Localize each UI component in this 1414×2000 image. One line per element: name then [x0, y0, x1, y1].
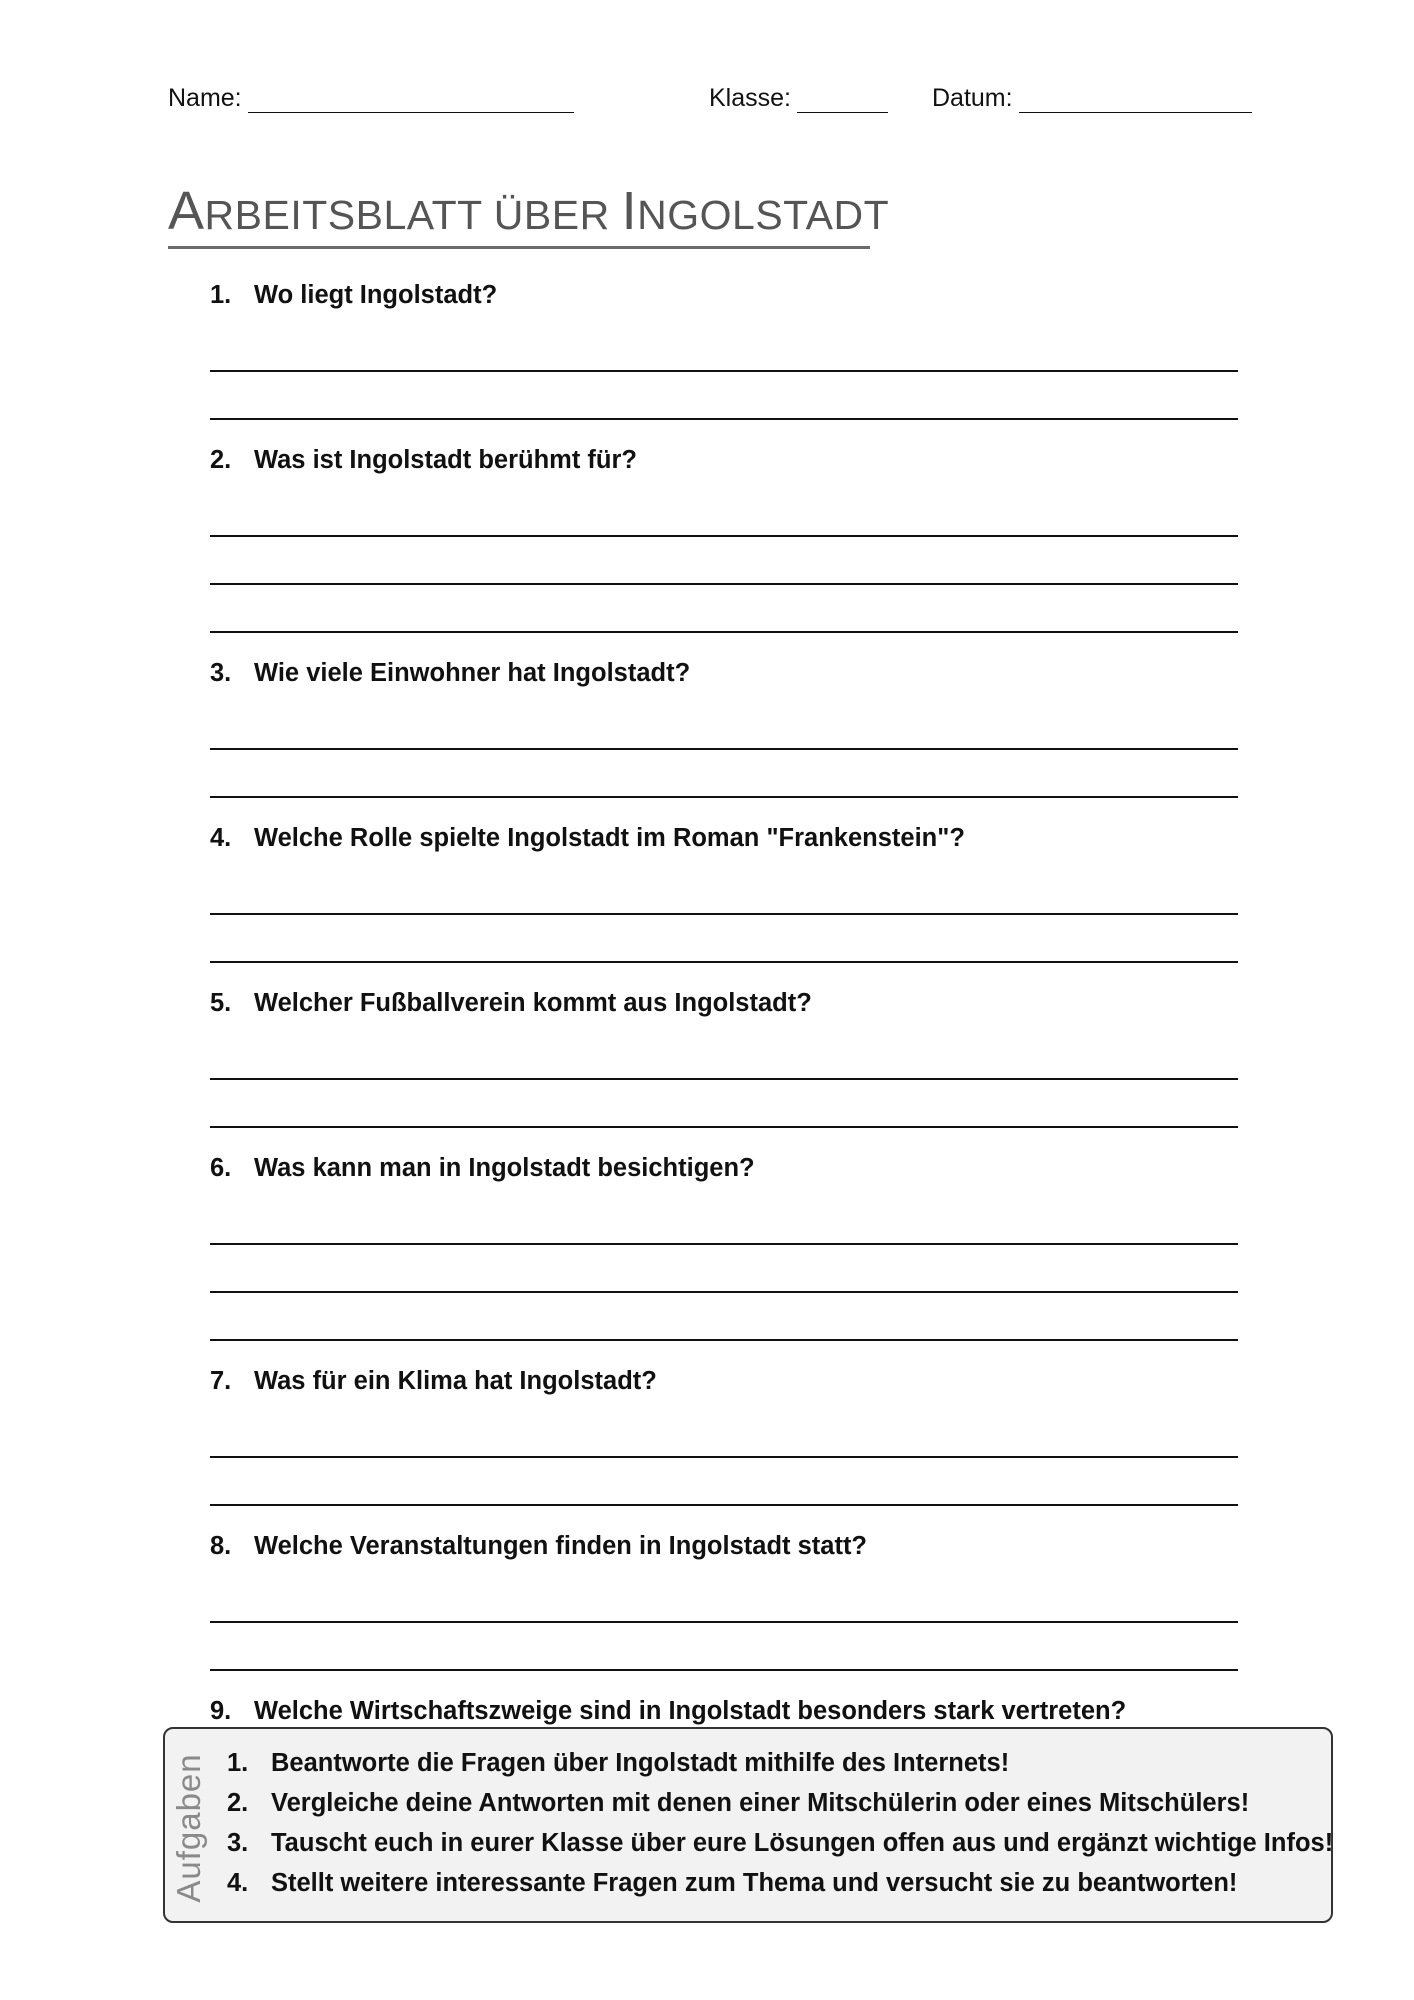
- answer-line[interactable]: [210, 1410, 1238, 1458]
- task-number: 2.: [227, 1789, 249, 1817]
- question-text: Welche Rolle spielte Ingolstadt im Roman "Frankenstein"?: [254, 824, 965, 852]
- question-item: [210, 656, 1238, 798]
- task-text: Vergleiche deine Antworten mit denen einer Mitschülerin oder eines Mitschülers!: [271, 1789, 1250, 1817]
- class-blank-line[interactable]: [797, 86, 888, 113]
- question-heading: [210, 278, 1238, 312]
- answer-lines: [210, 312, 1238, 420]
- question-heading: [210, 821, 1238, 855]
- question-number: 9.: [210, 1697, 232, 1725]
- title-part-1: RBEITSBLATT ÜBER: [204, 192, 622, 238]
- question-text: Wo liegt Ingolstadt?: [254, 281, 498, 309]
- date-label: Datum:: [932, 84, 1013, 112]
- answer-lines: [210, 477, 1238, 633]
- tasks-list: [227, 1743, 1333, 1903]
- question-list: [210, 278, 1238, 1836]
- question-number: 4.: [210, 824, 232, 852]
- page-title: [168, 180, 890, 249]
- name-label: Name:: [168, 84, 242, 112]
- task-number: 4.: [227, 1869, 249, 1897]
- title-initial-i: I: [621, 181, 638, 241]
- date-field[interactable]: [932, 84, 1252, 113]
- question-item: [210, 986, 1238, 1128]
- answer-line[interactable]: [210, 1458, 1238, 1506]
- answer-line[interactable]: [210, 915, 1238, 963]
- answer-line[interactable]: [210, 1245, 1238, 1293]
- question-item: [210, 1151, 1238, 1341]
- title-part-2: NGOLSTADT: [637, 192, 890, 238]
- task-number: 3.: [227, 1829, 249, 1857]
- answer-lines: [210, 1398, 1238, 1506]
- question-heading: [210, 443, 1238, 477]
- tasks-box: [163, 1727, 1333, 1923]
- answer-line[interactable]: [210, 750, 1238, 798]
- question-item: [210, 1529, 1238, 1671]
- question-number: 2.: [210, 446, 232, 474]
- question-number: 5.: [210, 989, 232, 1017]
- question-text: Wie viele Einwohner hat Ingolstadt?: [254, 659, 691, 687]
- class-label: Klasse:: [709, 84, 791, 112]
- question-heading: [210, 1529, 1238, 1563]
- answer-line[interactable]: [210, 1575, 1238, 1623]
- task-item: [227, 1823, 1333, 1863]
- answer-line[interactable]: [210, 702, 1238, 750]
- question-item: [210, 278, 1238, 420]
- question-text: Welche Wirtschaftszweige sind in Ingolstadt besonders stark vertreten?: [254, 1697, 1127, 1725]
- question-heading: [210, 656, 1238, 690]
- task-item: [227, 1783, 1333, 1823]
- task-text: Beantworte die Fragen über Ingolstadt mithilfe des Internets!: [271, 1749, 1010, 1777]
- answer-line[interactable]: [210, 1623, 1238, 1671]
- answer-line[interactable]: [210, 1293, 1238, 1341]
- name-field[interactable]: [168, 84, 574, 113]
- answer-line[interactable]: [210, 489, 1238, 537]
- answer-lines: [210, 1020, 1238, 1128]
- task-item: [227, 1863, 1333, 1903]
- answer-lines: [210, 690, 1238, 798]
- question-text: Welche Veranstaltungen finden in Ingolstadt statt?: [254, 1532, 868, 1560]
- question-text: Was für ein Klima hat Ingolstadt?: [254, 1367, 657, 1395]
- answer-line[interactable]: [210, 372, 1238, 420]
- question-text: Was ist Ingolstadt berühmt für?: [254, 446, 637, 474]
- answer-line[interactable]: [210, 1032, 1238, 1080]
- question-item: [210, 1364, 1238, 1506]
- question-number: 1.: [210, 281, 232, 309]
- question-number: 3.: [210, 659, 232, 687]
- question-number: 6.: [210, 1154, 232, 1182]
- date-blank-line[interactable]: [1019, 86, 1252, 113]
- question-text: Was kann man in Ingolstadt besichtigen?: [254, 1154, 755, 1182]
- answer-line[interactable]: [210, 537, 1238, 585]
- class-field[interactable]: [709, 84, 888, 113]
- answer-line[interactable]: [210, 324, 1238, 372]
- question-item: [210, 443, 1238, 633]
- question-heading: [210, 1151, 1238, 1185]
- answer-line[interactable]: [210, 1197, 1238, 1245]
- question-item: [210, 821, 1238, 963]
- task-number: 1.: [227, 1749, 249, 1777]
- name-blank-line[interactable]: [248, 86, 574, 113]
- answer-line[interactable]: [210, 1080, 1238, 1128]
- question-heading: [210, 1694, 1238, 1728]
- question-heading: [210, 986, 1238, 1020]
- title-initial-a: A: [168, 181, 205, 241]
- answer-line[interactable]: [210, 585, 1238, 633]
- task-text: Tauscht euch in eurer Klasse über eure Lösungen offen aus und ergänzt wichtige Infos!: [271, 1829, 1334, 1857]
- question-text: Welcher Fußballverein kommt aus Ingolstadt?: [254, 989, 812, 1017]
- task-item: [227, 1743, 1333, 1783]
- tasks-label: Aufgaben: [170, 1753, 207, 1903]
- question-number: 7.: [210, 1367, 232, 1395]
- question-number: 8.: [210, 1532, 232, 1560]
- worksheet-header: [168, 84, 1258, 124]
- answer-lines: [210, 1185, 1238, 1341]
- answer-line[interactable]: [210, 867, 1238, 915]
- answer-lines: [210, 855, 1238, 963]
- answer-lines: [210, 1563, 1238, 1671]
- question-heading: [210, 1364, 1238, 1398]
- task-text: Stellt weitere interessante Fragen zum Thema und versucht sie zu beantworten!: [271, 1869, 1238, 1897]
